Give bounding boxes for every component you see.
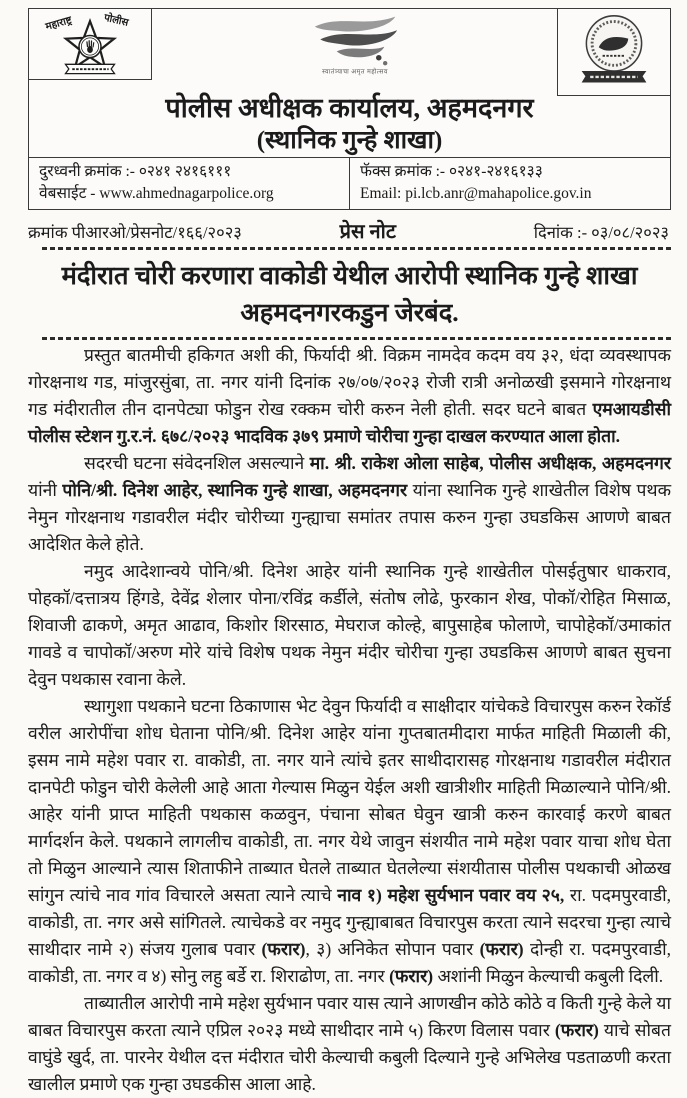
- bold-text-segment: (फरार): [555, 1020, 599, 1040]
- email-address: Email: pi.lcb.anr@mahapolice.gov.in: [360, 183, 662, 205]
- headline-line-1: मंदीरात चोरी करणारा वाकोडी येथील आरोपी स्थानिक गुन्हे शाखा: [28, 257, 671, 294]
- headline-line-2: अहमदनगरकडुन जेरबंद.: [28, 294, 671, 331]
- flame-dot-2: [382, 61, 386, 65]
- paragraph: [28, 342, 671, 450]
- press-note-headline: [28, 257, 671, 331]
- reference-row: [28, 217, 669, 244]
- text-segment: याचे सोबत वाघुंडे खुर्द, ता. पारनेर येथील दत्त मंदीरात चोरी केल्याची कबुली दिल्याने गुन्हे अभिलेख पडताळणी करता खालील प्रमाणे एक गुन्हा उघडकीस आला आहे.: [28, 1020, 671, 1094]
- text-segment: , ३) अनिकेत सोपान पवार: [306, 939, 480, 959]
- bold-text-segment: (फरार): [262, 939, 306, 959]
- contact-left-column: [29, 158, 349, 209]
- dashed-separator-bottom: [42, 337, 671, 340]
- office-subtitle: (स्थानिक गुन्हे शाखा): [29, 125, 670, 157]
- press-note-body: [28, 342, 671, 1098]
- contact-right-column: [349, 158, 670, 209]
- paragraph: [28, 693, 671, 990]
- phone-number: दुरध्वनी क्रमांक :- ०२४१ २४१६१११: [39, 161, 341, 183]
- bold-text-segment: मा. श्री. राकेश ओला साहेब, पोलीस अधीक्षक, अहमदनगर: [310, 453, 671, 473]
- text-segment: स्थागुशा पथकाने घटना ठिकाणास भेट देवुन फिर्यादी व साक्षीदार यांचेकडे विचारपुस करुन रेकॉर्ड वरील आरोपींचा शोध घेताना पोनि/श्री. दिनेश आहेर यांना गुप्तबातमीदारा मार्फत माहिती मिळाली की, इसम नामे महेश पवार रा. वाकोडी, ता. नगर याने त्यांचे इतर साथीदारासह गोरक्षनाथ गडावरील मंदीरात दानपेटी फोडुन चोरी केलेली आहे आता गेल्यास मिळुन येईल अशी खात्रीशीर माहिती मिळाल्याने पोनि/श्री. आहेर यांनी प्राप्त माहिती पथकास कळवुन, पंचाना सोबत घेवुन खात्री करुन कारवाई करणे बाबत मार्गदर्शन केले. पथकाने लागलीच वाकोडी, ता. नगर येथे जावुन संशयीत नामे महेश पवार याचा शोध घेता तो मिळुन आल्याने त्यास शिताफीने ताब्यात घेतले ताब्यात घेतलेल्या संशयीतास पोलीस पथकाची ओळख सांगुन त्यांचे नाव गांव विचारले असता त्याने त्याचे: [28, 696, 671, 905]
- letterhead: [28, 8, 671, 210]
- bold-text-segment: (फरार): [389, 966, 433, 986]
- bold-text-segment: नाव १) महेश सुर्यभान पवार वय २५,: [337, 885, 564, 905]
- press-note-number: क्रमांक पीआरओ/प्रेसनोट/१६६/२०२३: [28, 220, 242, 243]
- text-segment: यांना स्थानिक गुन्हे शाखेतील विशेष पथक नेमुन गोरक्षनाथ गडावरील मंदीर चोरीच्या गुन्ह्याचा समांतर तपास करुन गुन्हा उघडकिस आणणे बाबत आदेशित केले होते.: [28, 480, 671, 554]
- dashed-separator-top: [42, 247, 671, 250]
- document-type-label: प्रेस नोट: [340, 217, 396, 244]
- amrut-mahotsav-flame-icon: [296, 12, 414, 76]
- left-logo-text-right: पोलीस: [102, 11, 131, 29]
- flame-dot-1: [376, 55, 381, 60]
- flame-swoosh-middle: [320, 30, 397, 45]
- website-address: वेबसाईट - www.ahmednagarpolice.org: [39, 183, 341, 205]
- text-segment: रा. पदमपुरवाडी, वाकोडी, ता. नगर असे सांगितले. त्याचेकडे वर नमुद गुन्ह्याबाबत विचारपुस करता त्याने सदरचा गुन्हा त्याचे साथीदार नामे २) संजय गुलाब पवार: [28, 885, 671, 959]
- paragraph: [28, 450, 671, 558]
- text-segment: प्रस्तुत बातमीची हकिगत अशी की, फिर्यादी श्री. विक्रम नामदेव कदम वय ३२, धंदा व्यवस्थापक गोरक्षनाथ गड, मांजुरसुंबा, ता. नगर यांनी दिनांक २७/०७/२०२३ रोजी रात्री अनोळखी इसमाने गोरक्षनाथ गड मंदीरातील तीन दानपेट्या फोडुन रोख रक्कम चोरी करुन नेली होती. सदर घटने बाबत: [28, 345, 671, 419]
- text-segment: नमुद आदेशान्वये पोनि/श्री. दिनेश आहेर यांनी स्थानिक गुन्हे शाखेतील पोसईतुषार धाकराव, पोहकॉ/दत्तात्रय हिंगडे, देवेंद्र शेलार पोना/रविंद्र कर्डीले, संतोष लोढे, फुरकान शेख, पोकॉ/रोहित मिसाळ, शिवाजी ढाकणे, अमृत आढाव, किशोर शिरसाठ, मेघराज कोल्हे, बापुसाहेब फोलाणे, चापोहेकॉ/उमाकांत गावडे व चापोकॉ/अरुण मोरे यांचे विशेष पथक नेमुन मंदीर चोरीचा गुन्हा उघडकिस आणणे बाबत सुचना देवुन पथकास रवाना केले.: [28, 561, 671, 689]
- police-seal-icon: [568, 12, 660, 92]
- text-segment: यांनी: [28, 480, 62, 500]
- contact-row: [29, 157, 670, 209]
- office-title: पोलीस अधीक्षक कार्यालय, अहमदनगर: [29, 92, 670, 125]
- press-note-date: दिनांक :- ०३/०८/२०२३: [534, 220, 669, 243]
- letterhead-titles: [29, 92, 670, 157]
- bold-text-segment: एमआयडीसी पोलीस स्टेशन गु.र.नं. ६७८/२०२३ भादविक ३७९ प्रमाणे चोरीचा गुन्हा दाखल करण्यात आला होता.: [28, 399, 671, 446]
- right-logo-cell: [557, 9, 670, 96]
- paragraph: [28, 558, 671, 693]
- flame-swoosh-top: [314, 17, 394, 32]
- center-logo-cell: [152, 9, 557, 76]
- text-segment: दोन्ही रा. पदमपुरवाडी, वाकोडी, ता. नगर व ४) सोनु लहु बर्डे रा. शिराढोण, ता. नगर: [28, 939, 671, 986]
- left-logo-text-left: महाराष्ट्र: [43, 15, 74, 34]
- bold-text-segment: पोनि/श्री. दिनेश आहेर, स्थानिक गुन्हे शाखा, अहमदनगर: [62, 480, 407, 500]
- left-logo-cell: [29, 9, 152, 80]
- maharashtra-police-star-icon: [34, 11, 146, 77]
- fax-number: फॅक्स क्रमांक :- ०२४१-२४१६१३३: [360, 161, 662, 183]
- text-segment: अशांनी मिळुन केल्याची कबुली दिली.: [433, 966, 663, 986]
- letterhead-logos-row: [29, 9, 670, 96]
- center-logo-caption: स्वातंत्र्याचा अमृत महोत्सव: [322, 67, 388, 75]
- paragraph: [28, 990, 671, 1098]
- bold-text-segment: (फरार): [480, 939, 524, 959]
- text-segment: ताब्यातील आरोपी नामे महेश सुर्यभान पवार यास त्याने आणखीन कोठे कोठे व किती गुन्हे केले या बाबत विचारपुस करता त्याने एप्रिल २०२३ मध्ये साथीदार नामे ५) किरण विलास पवार: [28, 993, 671, 1040]
- text-segment: सदरची घटना संवेदनशिल असल्याने: [84, 453, 310, 473]
